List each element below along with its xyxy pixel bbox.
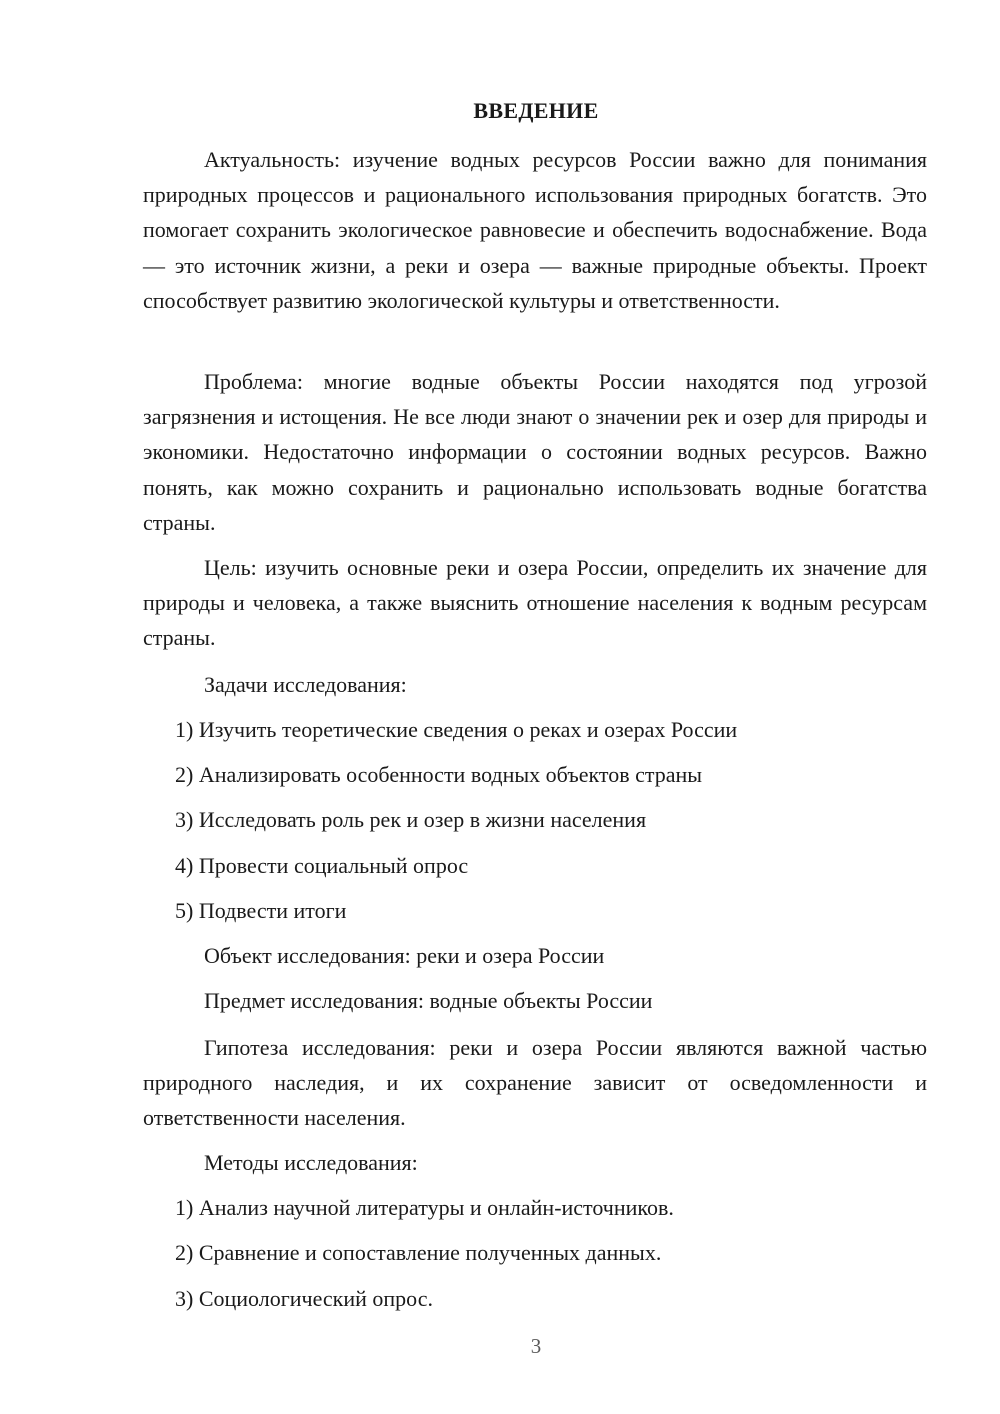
research-subject: Предмет исследования: водные объекты России xyxy=(204,988,653,1013)
relevance-paragraph: Актуальность: изучение водных ресурсов России важно для понимания природных процессов и рационального использования природных богатств. Это помогает сохранить экологическое равновесие и обеспечить водоснабжение. Вода — это источник жизни, а реки и озера — важные природные объекты. Проект способствует развитию экологической культуры и ответственности. xyxy=(143,147,927,313)
task-item-4: 4) Провести социальный опрос xyxy=(175,853,469,878)
method-item-1: 1) Анализ научной литературы и онлайн-источников. xyxy=(175,1195,674,1220)
methods-heading: Методы исследования: xyxy=(204,1150,418,1175)
method-item-3: 3) Социологический опрос. xyxy=(175,1286,433,1311)
task-item-1: 1) Изучить теоретические сведения о реках и озерах России xyxy=(175,717,738,742)
task-item-5: 5) Подвести итоги xyxy=(175,898,347,923)
task-item-2: 2) Анализировать особенности водных объектов страны xyxy=(175,762,703,787)
method-item-2: 2) Сравнение и сопоставление полученных данных. xyxy=(175,1240,662,1265)
tasks-heading: Задачи исследования: xyxy=(204,672,407,697)
task-item-3: 3) Исследовать роль рек и озер в жизни населения xyxy=(175,807,647,832)
page-number: 3 xyxy=(530,1334,542,1358)
section-title: ВВЕДЕНИЕ xyxy=(473,98,599,123)
goal-paragraph: Цель: изучить основные реки и озера России, определить их значение для природы и человека, а также выяснить отношение населения к водным ресурсам страны. xyxy=(143,555,927,651)
research-object: Объект исследования: реки и озера России xyxy=(204,943,605,968)
hypothesis-paragraph: Гипотеза исследования: реки и озера России являются важной частью природного наследия, и их сохранение зависит от осведомленности и ответственности населения. xyxy=(143,1035,927,1131)
problem-paragraph: Проблема: многие водные объекты России находятся под угрозой загрязнения и истощения. Не все люди знают о значении рек и озер для природы и экономики. Недостаточно информации о состоянии водных ресурсов. Важно понять, как можно сохранить и рационально использовать водные богатства страны. xyxy=(143,369,927,535)
